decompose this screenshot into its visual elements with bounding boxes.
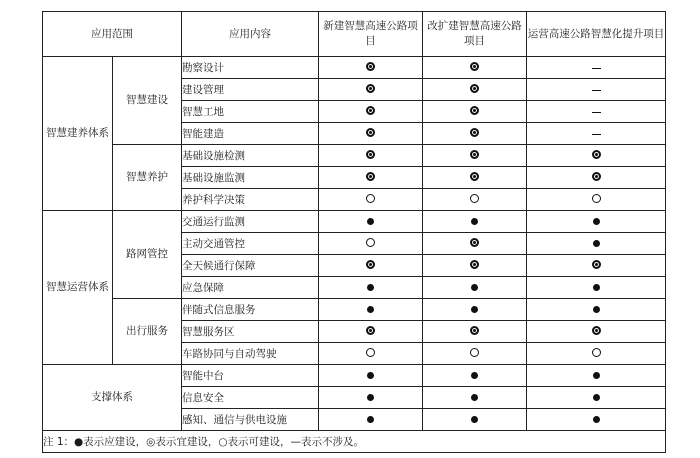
mark-cell xyxy=(423,255,527,277)
mark-cell xyxy=(319,255,423,277)
dash-icon xyxy=(592,112,601,113)
full-circle-icon xyxy=(367,306,374,313)
full-circle-icon xyxy=(593,284,600,291)
mark-cell xyxy=(527,79,666,101)
empty-circle-icon xyxy=(592,348,601,357)
mark-cell xyxy=(423,189,527,211)
mark-cell xyxy=(527,255,666,277)
content-item-cell: 主动交通管控 xyxy=(182,233,319,255)
mark-cell xyxy=(423,211,527,233)
content-item-cell: 信息安全 xyxy=(182,387,319,409)
full-circle-icon xyxy=(471,416,478,423)
content-item-cell: 建设管理 xyxy=(182,79,319,101)
full-circle-icon xyxy=(471,306,478,313)
mark-cell xyxy=(423,409,527,431)
mark-cell xyxy=(423,277,527,299)
full-circle-icon xyxy=(593,240,600,247)
mark-cell xyxy=(527,123,666,145)
subcategory-cell: 出行服务 xyxy=(113,299,182,365)
content-item-cell: 车路协同与自动驾驶 xyxy=(182,343,319,365)
double-circle-icon xyxy=(470,150,479,159)
subcategory-cell: 智慧建设 xyxy=(113,57,182,145)
content-item-cell: 应急保障 xyxy=(182,277,319,299)
mark-cell xyxy=(527,409,666,431)
header-new-project: 新建智慧高速公路项目 xyxy=(319,12,423,57)
double-circle-icon xyxy=(366,260,375,269)
table-row xyxy=(43,365,666,387)
double-circle-icon xyxy=(470,260,479,269)
mark-cell xyxy=(319,101,423,123)
mark-cell xyxy=(319,409,423,431)
full-circle-icon xyxy=(593,416,600,423)
mark-cell xyxy=(319,79,423,101)
mark-cell xyxy=(423,233,527,255)
mark-cell xyxy=(527,233,666,255)
full-circle-icon xyxy=(471,394,478,401)
mark-cell xyxy=(319,299,423,321)
double-circle-icon xyxy=(470,84,479,93)
category-cell: 支撑体系 xyxy=(43,365,182,431)
content-item-cell: 养护科学决策 xyxy=(182,189,319,211)
mark-cell xyxy=(319,123,423,145)
mark-cell xyxy=(319,365,423,387)
mark-cell xyxy=(527,299,666,321)
full-circle-icon xyxy=(593,394,600,401)
mark-cell xyxy=(527,167,666,189)
mark-cell xyxy=(527,321,666,343)
double-circle-icon xyxy=(366,172,375,181)
full-circle-icon xyxy=(367,416,374,423)
mark-cell xyxy=(319,57,423,79)
mark-cell xyxy=(527,365,666,387)
mark-cell xyxy=(527,211,666,233)
mark-cell xyxy=(423,299,527,321)
double-circle-icon xyxy=(470,128,479,137)
category-cell: 智慧运营体系 xyxy=(43,211,113,365)
mark-cell xyxy=(423,321,527,343)
mark-cell xyxy=(319,167,423,189)
content-item-cell: 基础设施监测 xyxy=(182,167,319,189)
mark-cell xyxy=(423,365,527,387)
mark-cell xyxy=(527,145,666,167)
content-item-cell: 感知、通信与供电设施 xyxy=(182,409,319,431)
content-item-cell: 交通运行监测 xyxy=(182,211,319,233)
mark-cell xyxy=(319,387,423,409)
full-circle-icon xyxy=(367,218,374,225)
table-body xyxy=(43,57,666,431)
full-circle-icon xyxy=(593,218,600,225)
mark-cell xyxy=(527,101,666,123)
content-item-cell: 智能中台 xyxy=(182,365,319,387)
content-item-cell: 伴随式信息服务 xyxy=(182,299,319,321)
double-circle-icon xyxy=(470,106,479,115)
mark-cell xyxy=(423,145,527,167)
subcategory-cell: 路网管控 xyxy=(113,211,182,299)
full-circle-icon xyxy=(593,306,600,313)
subcategory-cell: 智慧养护 xyxy=(113,145,182,211)
empty-circle-icon xyxy=(366,348,375,357)
header-row xyxy=(43,12,666,57)
dash-icon xyxy=(592,134,601,135)
note-row xyxy=(43,431,666,453)
table-row xyxy=(43,211,666,233)
mark-cell xyxy=(423,79,527,101)
empty-circle-icon xyxy=(592,194,601,203)
header-expansion-project: 改扩建智慧高速公路项目 xyxy=(423,12,527,57)
header-scope: 应用范围 xyxy=(43,12,182,57)
mark-cell xyxy=(527,343,666,365)
header-upgrade-project: 运营高速公路智慧化提升项目 xyxy=(527,12,666,57)
mark-cell xyxy=(527,189,666,211)
double-circle-icon xyxy=(366,150,375,159)
mark-cell xyxy=(423,387,527,409)
empty-circle-icon xyxy=(470,348,479,357)
dash-icon xyxy=(592,90,601,91)
mark-cell xyxy=(423,57,527,79)
mark-cell xyxy=(527,387,666,409)
mark-cell xyxy=(319,189,423,211)
content-item-cell: 智能建造 xyxy=(182,123,319,145)
full-circle-icon xyxy=(471,372,478,379)
content-item-cell: 全天候通行保障 xyxy=(182,255,319,277)
category-cell: 智慧建养体系 xyxy=(43,57,113,211)
double-circle-icon xyxy=(592,326,601,335)
double-circle-icon xyxy=(592,150,601,159)
mark-cell xyxy=(423,167,527,189)
double-circle-icon xyxy=(470,62,479,71)
double-circle-icon xyxy=(366,62,375,71)
mark-cell xyxy=(319,321,423,343)
mark-cell xyxy=(319,145,423,167)
empty-circle-icon xyxy=(366,238,375,247)
table-row xyxy=(43,57,666,79)
double-circle-icon xyxy=(366,106,375,115)
content-item-cell: 基础设施检测 xyxy=(182,145,319,167)
full-circle-icon xyxy=(367,284,374,291)
double-circle-icon xyxy=(366,128,375,137)
double-circle-icon xyxy=(470,172,479,181)
mark-cell xyxy=(319,343,423,365)
table-row xyxy=(43,145,666,167)
content-item-cell: 勘察设计 xyxy=(182,57,319,79)
full-circle-icon xyxy=(471,284,478,291)
application-scope-table xyxy=(42,11,666,453)
mark-cell xyxy=(527,57,666,79)
full-circle-icon xyxy=(367,394,374,401)
mark-cell xyxy=(423,343,527,365)
double-circle-icon xyxy=(470,238,479,247)
full-circle-icon xyxy=(367,372,374,379)
double-circle-icon xyxy=(470,326,479,335)
table-note: 注 1：●表示应建设，◎表示宜建设，○表示可建设，—表示不涉及。 xyxy=(43,431,666,453)
mark-cell xyxy=(319,277,423,299)
dash-icon xyxy=(592,68,601,69)
mark-cell xyxy=(319,233,423,255)
full-circle-icon xyxy=(471,218,478,225)
empty-circle-icon xyxy=(470,194,479,203)
mark-cell xyxy=(423,101,527,123)
content-item-cell: 智慧工地 xyxy=(182,101,319,123)
empty-circle-icon xyxy=(366,194,375,203)
double-circle-icon xyxy=(366,84,375,93)
double-circle-icon xyxy=(366,326,375,335)
table-row xyxy=(43,299,666,321)
double-circle-icon xyxy=(592,172,601,181)
content-item-cell: 智慧服务区 xyxy=(182,321,319,343)
mark-cell xyxy=(527,277,666,299)
mark-cell xyxy=(319,211,423,233)
full-circle-icon xyxy=(593,372,600,379)
header-content: 应用内容 xyxy=(182,12,319,57)
double-circle-icon xyxy=(592,260,601,269)
mark-cell xyxy=(423,123,527,145)
